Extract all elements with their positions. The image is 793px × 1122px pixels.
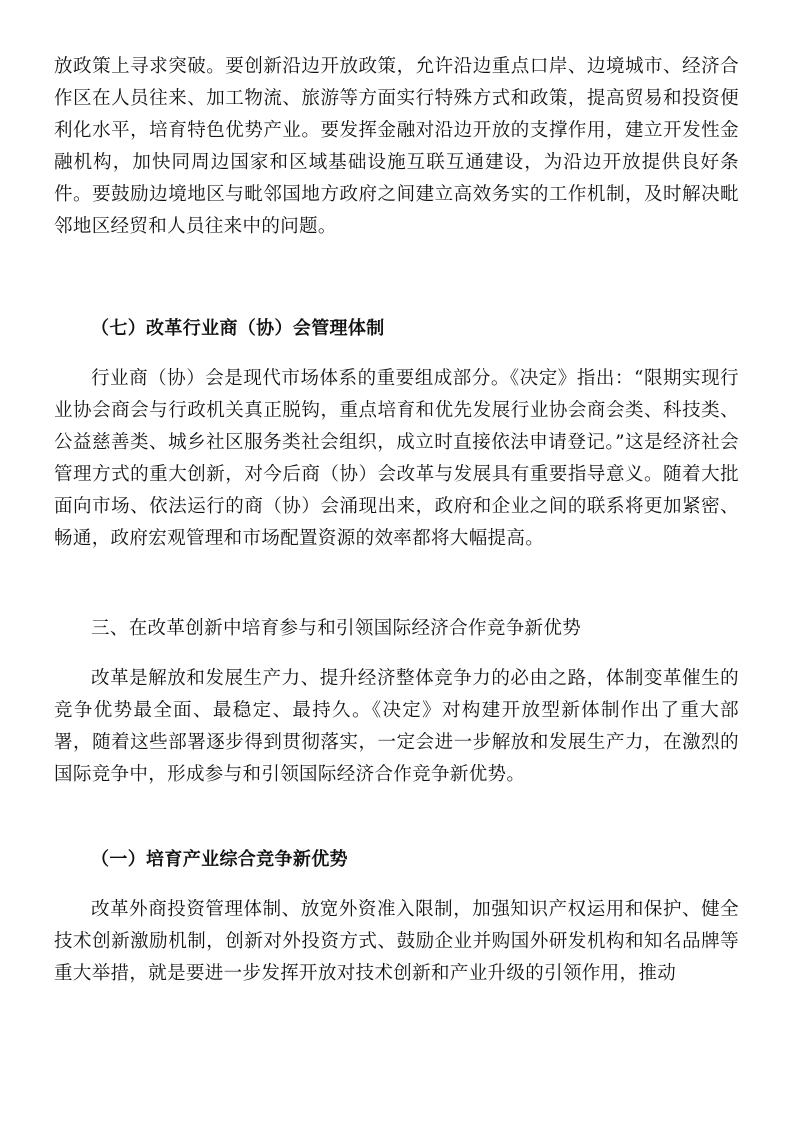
paragraph-industry-association: 行业商（协）会是现代市场体系的重要组成部分。《决定》指出：“限期实现行业协会商会与行政机关真正脱钩，重点培育和优先发展行业协会商会类、科技类、公益慈善类、城乡社区服务类社会组织，成立时直接依法申请登记。”这是经济社会管理方式的重大创新，对今后商（协）会改革与发展具有重要指导意义。随着大批面向市场、依法运行的商（协）会涌现出来，政府和企业之间的联系将更加紧密、畅通，政府宏观管理和市场配置资源的效率都将大幅提高。 — [54, 368, 739, 549]
paragraph-foreign-investment-reform: 改革外商投资管理体制、放宽外资准入限制，加强知识产权运用和保护、健全技术创新激励机制，创新对外投资方式、鼓励企业并购国外研发机构和知名品牌等重大举措，就是要进一步发挥开放对技术创新和产业升级的引领作用，推动 — [54, 899, 739, 984]
paragraph-reform-productivity: 改革是解放和发展生产力、提升经济整体竞争力的必由之路，体制变革催生的竞争优势最全面、最稳定、最持久。《决定》对构建开放型新体制作出了重大部署，随着这些部署逐步得到贯彻落实，一定会进一步解放和发展生产力，在激烈的国际竞争中，形成参与和引领国际经济合作竞争新优势。 — [54, 668, 739, 785]
chapter-heading-international-competition: 三、在改革创新中培育参与和引领国际经济合作竞争新优势 — [91, 618, 582, 639]
section-heading-industry-association: （七）改革行业商（协）会管理体制 — [91, 318, 385, 339]
section-heading-industry-competitiveness: （一）培育产业综合竞争新优势 — [91, 849, 348, 870]
paragraph-border-opening-policy: 放政策上寻求突破。要创新沿边开放政策，允许沿边重点口岸、边境城市、经济合作区在人员往来、加工物流、旅游等方面实行特殊方式和政策，提高贸易和投资便利化水平，培育特色优势产业。要发挥金融对沿边开放的支撑作用，建立开发性金融机构，加快同周边国家和区域基础设施互联互通建设，为沿边开放提供良好条件。要鼓励边境地区与毗邻国地方政府之间建立高效务实的工作机制，及时解决毗邻地区经贸和人员往来中的问题。 — [54, 56, 739, 237]
